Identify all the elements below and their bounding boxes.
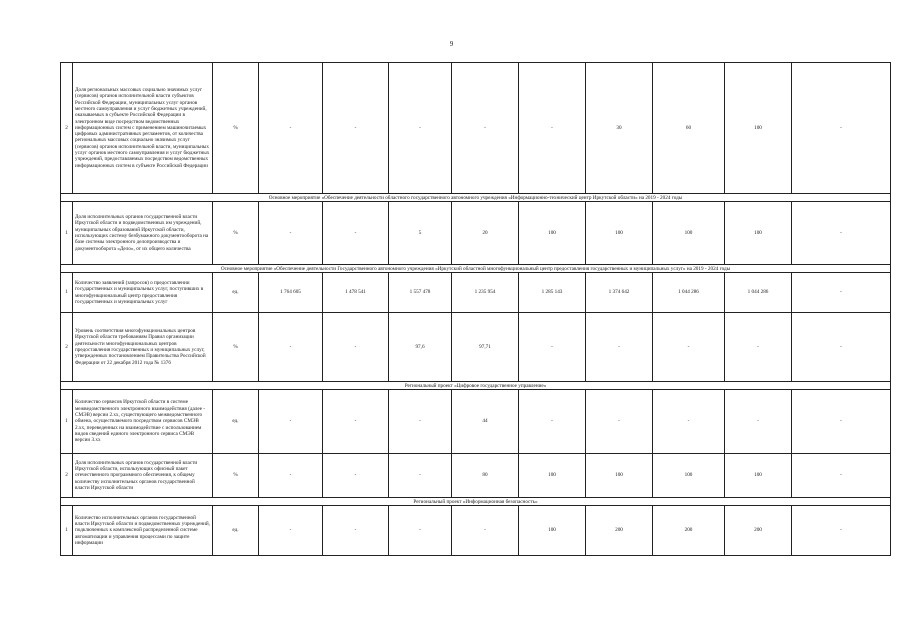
section-title: Основное мероприятие «Обеспечение деятельности Государственного автономного учреждения «Иркутский областной многофункциональный центр предоставления государственных и муниципальных услуг» на 2019 - 2024 годы: [61, 265, 891, 273]
value-cell: 20: [452, 202, 519, 265]
value-cell: -: [259, 202, 323, 265]
indicator-name: Количество исполнительных органов государственной власти Иркутской области и подведомственных учреждений, подключенных к комплексной распределенной системе автоматизации и управления процессами по защите информации: [73, 506, 213, 556]
row-number: 1: [61, 390, 73, 454]
indicator-name: Количество сервисов Иркутской области в системе межведомственного электронного взаимодействия (далее - СМЭВ) версии 2.хх, существующего межведомственного обмена, осуществляемого посредством сервисов СМЭВ 2.хх, переведенных на взаимодействие с использованием видов сведений единого электронного сервиса СМЭВ версии 3.хх: [73, 390, 213, 454]
value-cell: 100: [519, 454, 586, 498]
value-cell: 100: [725, 202, 792, 265]
value-cell: 200: [586, 506, 653, 556]
value-cell: 80: [452, 454, 519, 498]
value-cell: -: [725, 313, 792, 382]
table-row: [61, 63, 891, 194]
value-cell: -: [519, 63, 586, 194]
value-cell: -: [323, 454, 389, 498]
value-cell: -: [792, 202, 891, 265]
section-title: Основное мероприятие «Обеспечение деятельности областного государственного автономного учреждения «Информационно-технический центр Иркутской области» на 2019 - 2024 годы: [61, 194, 891, 202]
value-cell: 1 557 478: [389, 273, 452, 313]
value-cell: 1 044 286: [653, 273, 725, 313]
table-row: [61, 273, 891, 313]
value-cell: 100: [519, 202, 586, 265]
value-cell: -: [259, 454, 323, 498]
unit-cell: ед.: [213, 506, 259, 556]
row-number: 1: [61, 506, 73, 556]
value-cell: 100: [586, 202, 653, 265]
indicator-name: Уровень соответствия многофункциональных центров Иркутской области требованиям Правил организации деятельности многофункциональных центров предоставления государственных и муниципальных услуг, утвержденных постановлением Правительства Российской Федерации от 22 декабря 2012 года № 1376: [73, 313, 213, 382]
table-row: [61, 202, 891, 265]
unit-cell: ед.: [213, 390, 259, 454]
value-cell: -: [792, 273, 891, 313]
value-cell: -: [389, 390, 452, 454]
value-cell: -: [389, 454, 452, 498]
value-cell: -: [323, 313, 389, 382]
table-row: [61, 313, 891, 382]
value-cell: 100: [586, 454, 653, 498]
unit-cell: ед.: [213, 273, 259, 313]
value-cell: -: [792, 506, 891, 556]
value-cell: 97,71: [452, 313, 519, 382]
indicator-name: Доля исполнительных органов государственной власти Иркутской области, использующих офисный пакет отечественного программного обеспечения, к общему количеству исполнительных органов государственной власти Иркутской области: [73, 454, 213, 498]
section-title: Региональный проект «Цифровое государственное управление»: [61, 382, 891, 390]
value-cell: 200: [725, 506, 792, 556]
value-cell: 200: [653, 506, 725, 556]
indicator-name: Доля региональных массовых социально значимых услуг (сервисов) органов исполнительной власти субъектов Российской Федерации, муниципальных услуг органов местного самоуправления и услуг бюджетных учреждений, оказываемых в субъекте Российской Федерации в электронном виде посредством ведомственных информационных систем с применением машиночитаемых цифровых административных регламентов, от количества региональных массовых социально значимых услуг (сервисов) органов исполнительной власти, муниципальных услуг органов местного самоуправления и услуг бюджетных учреждений, предоставляемых посредством ведомственных информационных систем в субъекте Российской Федерации: [73, 63, 213, 194]
value-cell: 44: [452, 390, 519, 454]
value-cell: 100: [653, 454, 725, 498]
unit-cell: %: [213, 454, 259, 498]
unit-cell: %: [213, 63, 259, 194]
section-row: [61, 265, 891, 273]
value-cell: -: [653, 390, 725, 454]
value-cell: -: [323, 63, 389, 194]
value-cell: -: [792, 313, 891, 382]
value-cell: -: [259, 63, 323, 194]
value-cell: -: [389, 506, 452, 556]
table-row: [61, 390, 891, 454]
indicators-table: [60, 62, 891, 556]
value-cell: 1 764 605: [259, 273, 323, 313]
value-cell: 60: [653, 63, 725, 194]
row-number: 1: [61, 202, 73, 265]
table-body: [61, 63, 891, 556]
value-cell: 100: [725, 454, 792, 498]
table-row: [61, 506, 891, 556]
value-cell: -: [792, 454, 891, 498]
value-cell: 1 374 642: [586, 273, 653, 313]
section-row: [61, 382, 891, 390]
value-cell: 1 285 143: [519, 273, 586, 313]
value-cell: -: [259, 506, 323, 556]
value-cell: 97,6: [389, 313, 452, 382]
value-cell: 1 235 954: [452, 273, 519, 313]
value-cell: 100: [725, 63, 792, 194]
section-row: [61, 194, 891, 202]
value-cell: -: [725, 390, 792, 454]
value-cell: -: [389, 63, 452, 194]
row-number: 2: [61, 63, 73, 194]
value-cell: -: [323, 506, 389, 556]
value-cell: -: [323, 390, 389, 454]
value-cell: -: [653, 313, 725, 382]
unit-cell: %: [213, 313, 259, 382]
value-cell: 30: [586, 63, 653, 194]
section-row: [61, 498, 891, 506]
row-number: 2: [61, 454, 73, 498]
value-cell: -: [452, 63, 519, 194]
page-number: 9: [449, 40, 454, 48]
row-number: 1: [61, 273, 73, 313]
value-cell: -: [586, 313, 653, 382]
indicator-name: Доля исполнительных органов государственной власти Иркутской области и подведомственных им учреждений, муниципальных образований Иркутской области, использующих систему безбумажного документооборота на базе системы электронного делопроизводства и документооборота «Дело», от их общего количества: [73, 202, 213, 265]
value-cell: -: [519, 313, 586, 382]
value-cell: -: [259, 390, 323, 454]
value-cell: -: [323, 202, 389, 265]
value-cell: -: [259, 313, 323, 382]
row-number: 2: [61, 313, 73, 382]
indicator-name: Количество заявлений (запросов) о предоставлении государственных и муниципальных услуг, поступивших в многофункциональный центр предоставления государственных и муниципальных услуг: [73, 273, 213, 313]
unit-cell: %: [213, 202, 259, 265]
value-cell: 100: [653, 202, 725, 265]
value-cell: 5: [389, 202, 452, 265]
value-cell: 1 044 286: [725, 273, 792, 313]
value-cell: -: [792, 390, 891, 454]
value-cell: 100: [519, 506, 586, 556]
table-row: [61, 454, 891, 498]
value-cell: 1 478 541: [323, 273, 389, 313]
value-cell: -: [519, 390, 586, 454]
section-title: Региональный проект «Информационная безопасность»: [61, 498, 891, 506]
value-cell: -: [586, 390, 653, 454]
value-cell: -: [792, 63, 891, 194]
value-cell: -: [452, 506, 519, 556]
